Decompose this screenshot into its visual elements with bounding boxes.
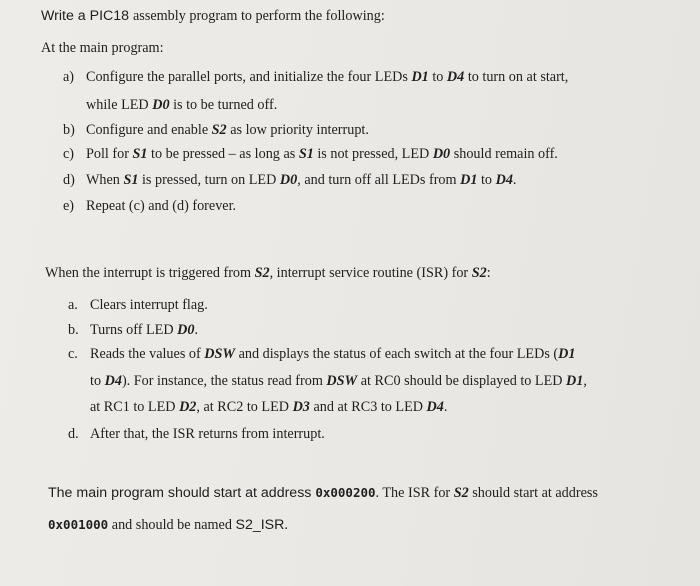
main-item-c: c) Poll for S1 to be pressed – as long as S1 is not pressed, LED D0 should remain off. <box>63 146 558 162</box>
item-label: d. <box>68 426 79 442</box>
item-label: a) <box>63 69 75 85</box>
main-item-b: b) Configure and enable S2 as low priority interrupt. <box>63 122 369 138</box>
item-label: d) <box>63 172 75 188</box>
main-program-heading: At the main program: <box>41 40 164 56</box>
isr-name: S2_ISR <box>235 517 285 533</box>
isr-item-c-continued-2: at RC1 to LED D2, at RC2 to LED D3 and at RC3 to LED D4. <box>90 399 448 415</box>
item-label: b) <box>63 122 75 138</box>
item-label: b. <box>68 322 79 338</box>
title-rest: assembly program to perform the following: <box>133 8 385 24</box>
isr-item-c: c. Reads the values of DSW and displays the status of each switch at the four LEDs (D1 <box>68 346 576 362</box>
isr-start-address: 0x001000 <box>48 517 109 532</box>
item-label: a. <box>68 297 78 313</box>
isr-item-d: d. After that, the ISR returns from interrupt. <box>68 426 325 442</box>
main-item-d: d) When S1 is pressed, turn on LED D0, and turn off all LEDs from D1 to D4. <box>63 172 517 188</box>
item-label: e) <box>63 198 75 214</box>
title-lead: Write a PIC18 <box>41 8 133 24</box>
main-item-a: a) Configure the parallel ports, and initialize the four LEDs D1 to D4 to turn on at start, <box>63 69 569 85</box>
main-item-a-continued: while LED D0 is to be turned off. <box>86 97 278 113</box>
main-item-e: e) Repeat (c) and (d) forever. <box>63 198 237 214</box>
item-label: c. <box>68 346 78 362</box>
footer-line-2: 0x001000 and should be named S2_ISR. <box>48 517 288 533</box>
isr-item-a: a. Clears interrupt flag. <box>68 297 208 313</box>
isr-intro: When the interrupt is triggered from S2, interrupt service routine (ISR) for S2: <box>45 265 491 281</box>
isr-item-b: b. Turns off LED D0. <box>68 322 198 338</box>
main-start-address: 0x000200 <box>315 485 376 500</box>
footer-line-1: The main program should start at address 0x000200. The ISR for S2 should start at address <box>48 485 598 501</box>
item-label: c) <box>63 146 75 162</box>
isr-item-c-continued-1: to D4). For instance, the status read from DSW at RC0 should be displayed to LED D1, <box>90 373 587 389</box>
task-title <box>41 9 385 23</box>
